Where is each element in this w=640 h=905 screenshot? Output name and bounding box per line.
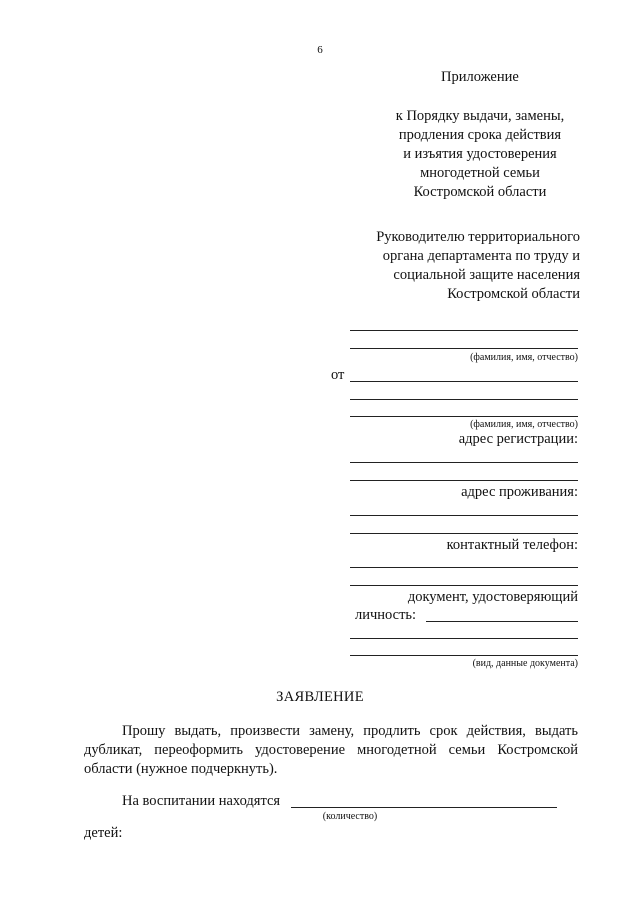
id-doc-field[interactable]	[350, 655, 578, 656]
registration-label: адрес регистрации:	[458, 431, 578, 447]
children-label: На воспитании находятся	[122, 793, 281, 809]
id-doc-hint: (вид, данные документа)	[472, 658, 578, 669]
addressee-line: социальной защите населения	[393, 267, 580, 283]
children-count-field[interactable]	[291, 807, 557, 808]
children-count-hint: (количество)	[322, 811, 378, 822]
addressee-fio-hint: (фамилия, имя, отчество)	[470, 352, 578, 363]
sender-fio-hint: (фамилия, имя, отчество)	[470, 419, 578, 430]
statement-body: Прошу выдать, произвести замену, продлить срок действия, выдать дубликат, переоформить удостоверение многодетной семьи Костромской области (нужное подчеркнуть).	[84, 723, 578, 777]
from-label: от	[331, 367, 345, 383]
addressee-block	[330, 228, 580, 304]
phone-field[interactable]	[350, 567, 578, 568]
statement-heading: ЗАЯВЛЕНИЕ	[276, 689, 364, 705]
id-doc-label: документ, удостоверяющий	[407, 589, 578, 605]
id-doc-field[interactable]	[426, 621, 578, 622]
registration-field[interactable]	[350, 480, 578, 481]
addressee-fio-field[interactable]	[350, 330, 578, 331]
sender-fio-field[interactable]	[350, 416, 578, 417]
appendix-reference	[370, 107, 590, 202]
sender-fio-field[interactable]	[350, 381, 578, 382]
appendix-line: продления срока действия	[398, 127, 562, 143]
id-doc-label-2: личность:	[355, 607, 417, 623]
page-number: 6	[317, 44, 323, 56]
addressee-fio-field[interactable]	[350, 348, 578, 349]
appendix-title: Приложение	[441, 69, 519, 85]
residence-label: адрес проживания:	[461, 484, 578, 500]
addressee-line: органа департамента по труду и	[382, 248, 580, 264]
sender-fio-field[interactable]	[350, 399, 578, 400]
id-doc-field[interactable]	[350, 638, 578, 639]
registration-field[interactable]	[350, 462, 578, 463]
phone-label: контактный телефон:	[446, 537, 578, 553]
phone-field[interactable]	[350, 585, 578, 586]
residence-field[interactable]	[350, 533, 578, 534]
addressee-line: Костромской области	[447, 286, 580, 302]
residence-field[interactable]	[350, 515, 578, 516]
appendix-line: к Порядку выдачи, замены,	[395, 108, 565, 124]
appendix-line: многодетной семьи	[420, 165, 540, 181]
children-suffix: детей:	[84, 825, 123, 841]
appendix-line: и изъятия удостоверения	[403, 146, 557, 162]
appendix-line: Костромской области	[413, 184, 547, 200]
addressee-line: Руководителю территориального	[376, 229, 580, 245]
